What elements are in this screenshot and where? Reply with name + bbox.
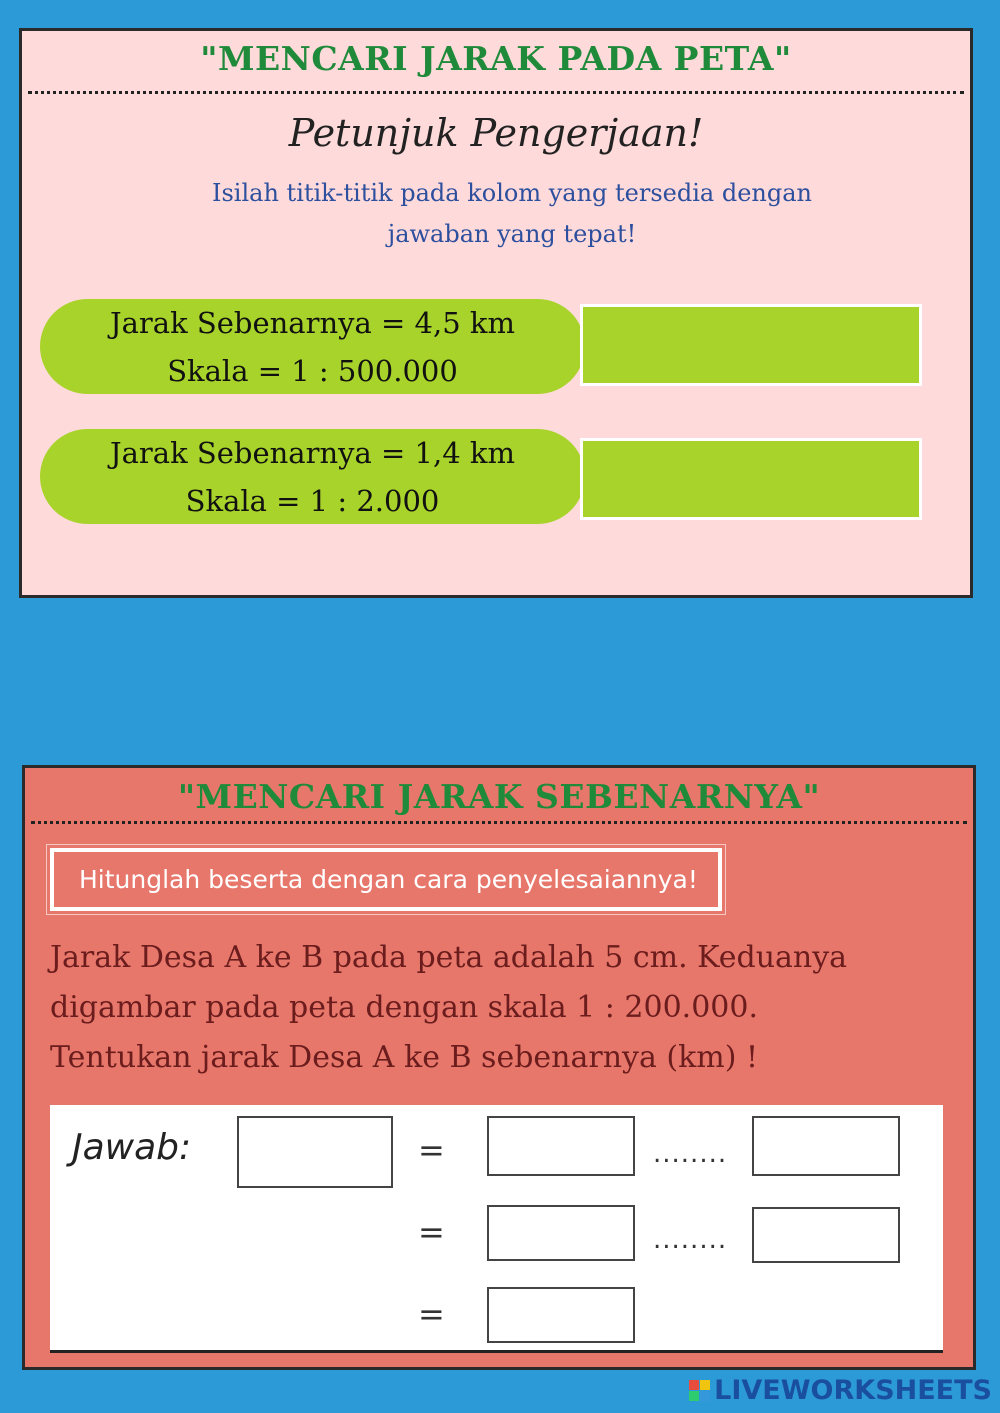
dots-filler: ........ — [653, 1139, 728, 1169]
dotted-divider — [28, 91, 964, 94]
equals-sign: = — [418, 1131, 445, 1169]
question-1-scale: Skala = 1 : 500.000 — [167, 354, 458, 388]
liveworksheets-icon — [689, 1380, 710, 1401]
answer-label: Jawab: — [72, 1127, 192, 1168]
section1-title: "MENCARI JARAK PADA PETA" — [200, 39, 792, 78]
answer-box-a[interactable] — [237, 1116, 393, 1188]
answer-field-2[interactable] — [580, 438, 922, 520]
brand-text: LIVEWORKSHEETS — [714, 1375, 992, 1406]
card-jarak-pada-peta — [19, 28, 973, 598]
instruction-text — [182, 173, 842, 255]
dotted-divider — [31, 821, 967, 824]
problem-text — [50, 933, 930, 1083]
problem-line: digambar pada peta dengan skala 1 : 200.000. — [50, 990, 759, 1025]
question-1-distance: Jarak Sebenarnya = 4,5 km — [110, 306, 515, 340]
card-jarak-sebenarnya — [22, 765, 976, 1370]
answer-box-b[interactable] — [487, 1116, 635, 1176]
problem-line: Jarak Desa A ke B pada peta adalah 5 cm. Keduanya — [50, 940, 848, 975]
question-2 — [40, 429, 585, 524]
sub-instruction: Hitunglah beserta dengan cara penyelesaiannya! — [50, 848, 722, 911]
answer-field-1[interactable] — [580, 304, 922, 386]
instruction-line-2: jawaban yang tepat! — [387, 220, 637, 248]
question-2-scale: Skala = 1 : 2.000 — [185, 484, 440, 518]
answer-box-f[interactable] — [487, 1287, 635, 1343]
answer-box-d[interactable] — [487, 1205, 635, 1261]
answer-area — [50, 1105, 943, 1353]
instruction-line-1: Isilah titik-titik pada kolom yang tersedia dengan — [212, 179, 812, 207]
equals-sign: = — [418, 1213, 445, 1251]
problem-line: Tentukan jarak Desa A ke B sebenarnya (km) ! — [50, 1040, 759, 1075]
equals-sign: = — [418, 1295, 445, 1333]
section2-title: "MENCARI JARAK SEBENARNYA" — [177, 777, 821, 816]
answer-box-c[interactable] — [752, 1116, 900, 1176]
instruction-heading: Petunjuk Pengerjaan! — [288, 111, 704, 155]
liveworksheets-logo — [689, 1375, 992, 1406]
question-1 — [40, 299, 585, 394]
answer-box-e[interactable] — [752, 1207, 900, 1263]
question-2-distance: Jarak Sebenarnya = 1,4 km — [110, 436, 515, 470]
dots-filler: ........ — [653, 1225, 728, 1255]
